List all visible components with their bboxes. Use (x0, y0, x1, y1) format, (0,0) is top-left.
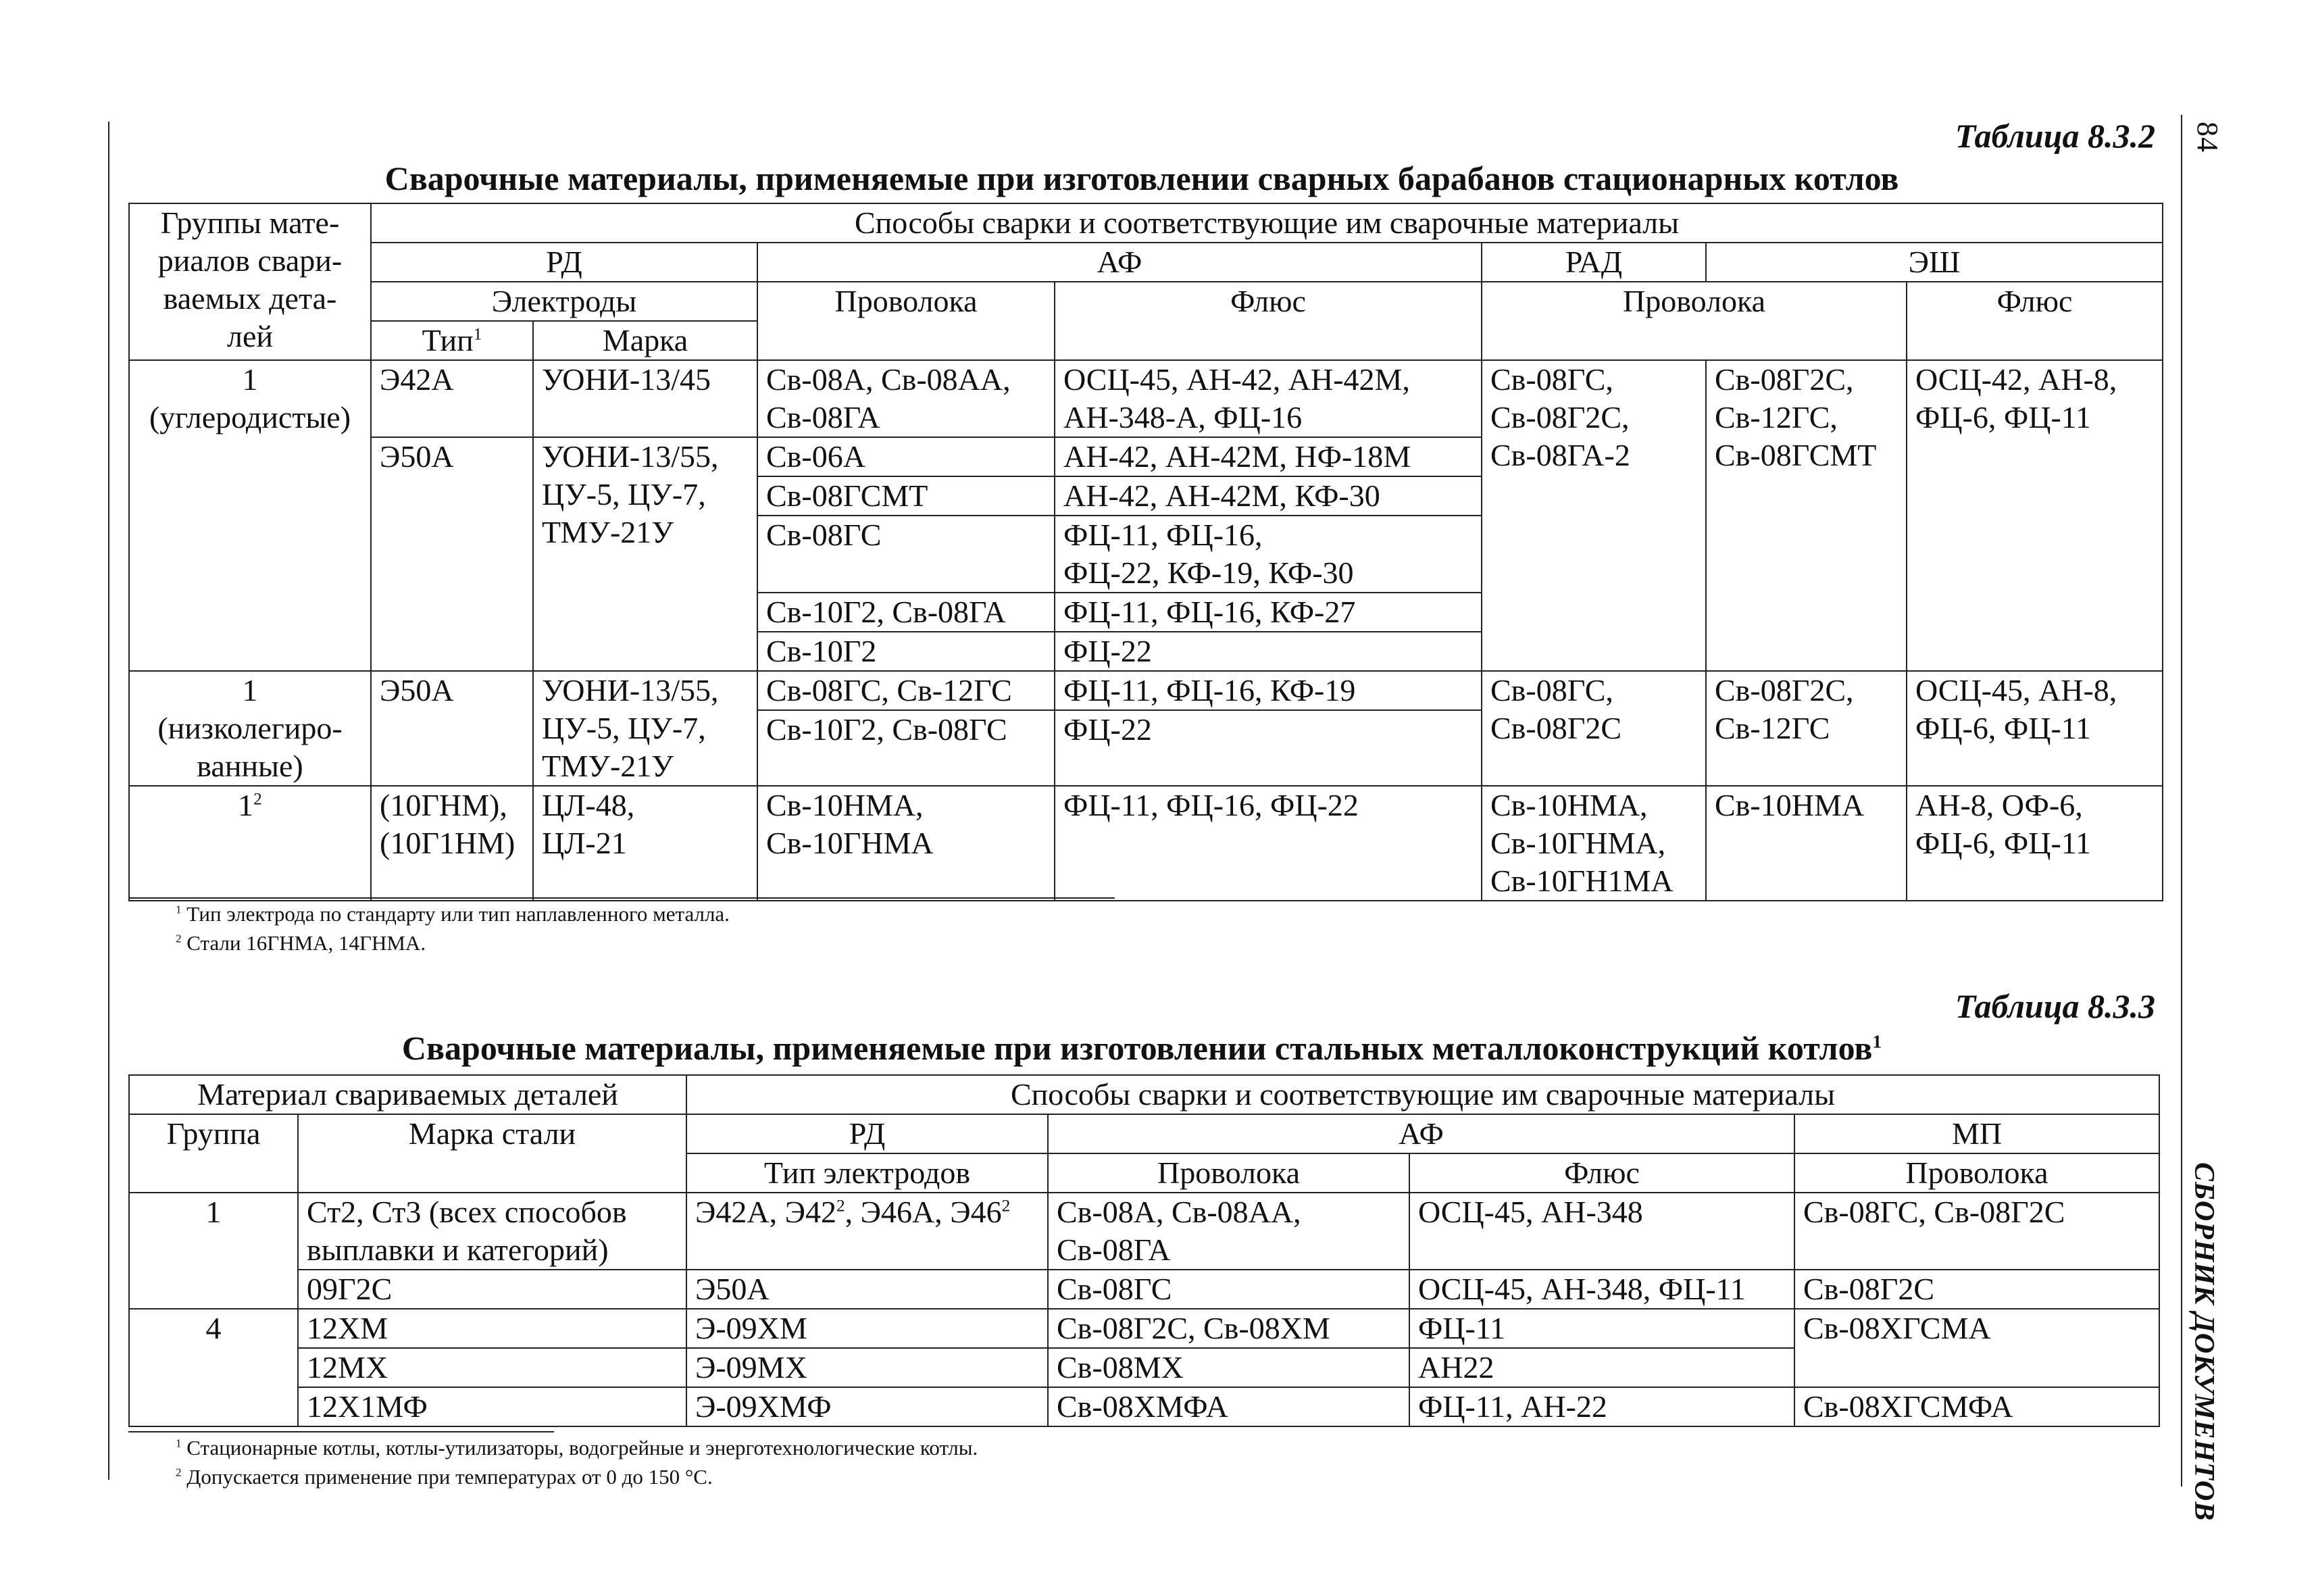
t2-header-flux-af: Флюс (1409, 1153, 1794, 1193)
t1-header-wire-af: Проволока (757, 282, 1055, 360)
t1-g2-esh-flux: ОСЦ-45, АН-8, ФЦ-6, ФЦ-11 (1907, 671, 2163, 786)
table2-footnote-2: $^2$ Допускается применение при температурах от 0 до 150 °С. (176, 1465, 713, 1489)
t2-header-electrode-type: Тип электродов (686, 1153, 1048, 1193)
t2-g4-r2-electrode: Э-09МХ (686, 1348, 1048, 1387)
t1-g1-r2-type: Э50А (371, 437, 533, 671)
t2-header-mp: МП (1794, 1114, 2159, 1153)
table2-footnote-rule (128, 1431, 554, 1432)
t1-g1-esh-flux: ОСЦ-42, АН-8, ФЦ-6, ФЦ-11 (1907, 360, 2163, 671)
t1-g2-r1-wire: Св-08ГС, Св-12ГС (757, 671, 1055, 710)
t2-g4-r2-steel: 12МХ (298, 1348, 686, 1387)
t1-g3-brand: ЦЛ-48, ЦЛ-21 (533, 786, 757, 901)
t2-g4-r2-wire: Св-08МХ (1048, 1348, 1409, 1387)
t1-g1-esh-wire: Св-08Г2С, Св-12ГС, Св-08ГСМТ (1706, 360, 1907, 671)
t2-g1-r2-wire: Св-08ГС (1048, 1270, 1409, 1309)
t1-g3-flux: ФЦ-11, ФЦ-16, ФЦ-22 (1055, 786, 1482, 901)
left-margin-line (108, 122, 109, 1480)
t1-g2-r2-wire: Св-10Г2, Св-08ГС (757, 710, 1055, 786)
t2-header-methods: Способы сварки и соответствующие им сварочные материалы (686, 1075, 2159, 1114)
t1-g3-type: (10ГНМ), (10Г1НМ) (371, 786, 533, 901)
t2-g4-r3-steel: 12Х1МФ (298, 1387, 686, 1426)
t1-header-af: АФ (757, 243, 1482, 282)
t1-g1-r4-flux: ФЦ-11, ФЦ-16, ФЦ-22, КФ-19, КФ-30 (1055, 516, 1482, 593)
t2-g4-r3-flux: ФЦ-11, АН-22 (1409, 1387, 1794, 1426)
t2-g1-r1-steel: Ст2, Ст3 (всех способов выплавки и категорий) (298, 1193, 686, 1270)
right-margin-line (2181, 115, 2182, 1487)
t2-g4-r1-steel: 12ХМ (298, 1309, 686, 1348)
page-number: 84 (2191, 122, 2224, 153)
t1-g2-r1-flux: ФЦ-11, ФЦ-16, КФ-19 (1055, 671, 1482, 710)
t1-g2-r2-flux: ФЦ-22 (1055, 710, 1482, 786)
t1-header-flux-esh: Флюс (1907, 282, 2163, 360)
t1-g1-rad-wire: Св-08ГС, Св-08Г2С, Св-08ГА-2 (1482, 360, 1706, 671)
t1-header-methods: Способы сварки и соответствующие им сварочные материалы (371, 203, 2163, 243)
t1-header-rad: РАД (1482, 243, 1706, 282)
table2-label: Таблица 8.3.3 (1955, 987, 2155, 1025)
t2-header-wire-mp: Проволока (1794, 1153, 2159, 1193)
t1-g2-rad-wire: Св-08ГС, Св-08Г2С (1482, 671, 1706, 786)
t1-g1-r2-wire: Св-06А (757, 437, 1055, 476)
table1-footnote-2: $^2$ Стали 16ГНМА, 14ГНМА. (176, 931, 426, 955)
t2-g4-r3-wire: Св-08ХМФА (1048, 1387, 1409, 1426)
table1-title: Сварочные материалы, применяемые при изготовлении сварных барабанов стационарных котлов (384, 159, 1899, 197)
t1-header-brand: Марка (533, 321, 757, 360)
t1-g1-r1-brand: УОНИ-13/45 (533, 360, 757, 437)
t1-g1-r3-flux: АН-42, АН-42М, КФ-30 (1055, 476, 1482, 516)
t1-g1-r2-brand: УОНИ-13/55, ЦУ-5, ЦУ-7, ТМУ-21У (533, 437, 757, 671)
t2-header-group: Группа (129, 1114, 298, 1193)
t1-g3-rad-wire: Св-10НМА, Св-10ГНМА, Св-10ГН1МА (1482, 786, 1706, 901)
table2 (128, 1074, 2160, 1427)
t1-header-type: Тип$^1$ (371, 321, 533, 360)
table1-footnote-rule (128, 897, 1115, 899)
t1-header-electrodes: Электроды (371, 282, 757, 321)
t2-g1-group: 1 (129, 1193, 298, 1309)
t1-g2-type: Э50А (371, 671, 533, 786)
t1-g1-r6-flux: ФЦ-22 (1055, 632, 1482, 671)
table1 (128, 203, 2163, 901)
table1-label: Таблица 8.3.2 (1955, 117, 2155, 155)
t1-g2-esh-wire: Св-08Г2С, Св-12ГС (1706, 671, 1907, 786)
t1-g3-wire: Св-10НМА, Св-10ГНМА (757, 786, 1055, 901)
t2-g4-r3-electrode: Э-09ХМФ (686, 1387, 1048, 1426)
t1-g1-r5-wire: Св-10Г2, Св-08ГА (757, 593, 1055, 632)
t2-g1-r1-electrode: Э42А, $Э42^2$, Э46А, $Э46^2$ (686, 1193, 1048, 1270)
t1-g1-r2-flux: АН-42, АН-42М, НФ-18М (1055, 437, 1482, 476)
table2-title: Сварочные материалы, применяемые при изготовлении стальных металлоконструкций котлов$^1$ (401, 1029, 1882, 1067)
t2-header-material: Материал свариваемых деталей (129, 1075, 686, 1114)
t2-g1-r2-flux: ОСЦ-45, АН-348, ФЦ-11 (1409, 1270, 1794, 1309)
t1-header-flux-af: Флюс (1055, 282, 1482, 360)
t2-g4-r1-electrode: Э-09ХМ (686, 1309, 1048, 1348)
t2-g4-r2-flux: АН22 (1409, 1348, 1794, 1387)
t2-header-wire-af: Проволока (1048, 1153, 1409, 1193)
t1-header-wire-rad-esh: Проволока (1482, 282, 1907, 360)
t1-header-esh: ЭШ (1706, 243, 2163, 282)
table1-footnote-1: $^1$ Тип электрода по стандарту или тип наплавленного металла. (176, 902, 730, 926)
side-collection-title: СБОРНИК ДОКУМЕНТОВ (2188, 1162, 2219, 1522)
t1-g1-r5-flux: ФЦ-11, ФЦ-16, КФ-27 (1055, 593, 1482, 632)
t1-g1-r1-flux: ОСЦ-45, АН-42, АН-42М, АН-348-А, ФЦ-16 (1055, 360, 1482, 437)
table2-footnote-1: $^1$ Стационарные котлы, котлы-утилизаторы, водогрейные и энерготехнологические котлы. (176, 1436, 978, 1460)
t2-g1-r2-steel: 09Г2С (298, 1270, 686, 1309)
t1-g1-r3-wire: Св-08ГСМТ (757, 476, 1055, 516)
t1-g2-brand: УОНИ-13/55, ЦУ-5, ЦУ-7, ТМУ-21У (533, 671, 757, 786)
t1-g2-group: 1 (низколегиро- ванные) (129, 671, 371, 786)
t1-g1-r4-wire: Св-08ГС (757, 516, 1055, 593)
t2-g4-group: 4 (129, 1309, 298, 1426)
t2-g4-r1-flux: ФЦ-11 (1409, 1309, 1794, 1348)
t2-header-af: АФ (1048, 1114, 1794, 1153)
t1-g3-esh-wire: Св-10НМА (1706, 786, 1907, 901)
t2-g1-r1-wire: Св-08А, Св-08АА, Св-08ГА (1048, 1193, 1409, 1270)
t1-g1-r6-wire: Св-10Г2 (757, 632, 1055, 671)
t1-g1-r1-type: Э42А (371, 360, 533, 437)
t2-g4-r12-mp: Св-08ХГСМА (1794, 1309, 2159, 1387)
t1-header-rd: РД (371, 243, 757, 282)
t2-g1-r2-mp: Св-08Г2С (1794, 1270, 2159, 1309)
t1-g1-group: 1 (углеродистые) (129, 360, 371, 671)
t2-g1-r1-mp: Св-08ГС, Св-08Г2С (1794, 1193, 2159, 1270)
t2-header-steel: Марка стали (298, 1114, 686, 1193)
t2-header-rd: РД (686, 1114, 1048, 1153)
t2-g4-r1-wire: Св-08Г2С, Св-08ХМ (1048, 1309, 1409, 1348)
t1-g3-esh-flux: АН-8, ОФ-6, ФЦ-6, ФЦ-11 (1907, 786, 2163, 901)
t2-g1-r2-electrode: Э50А (686, 1270, 1048, 1309)
t2-g4-r3-mp: Св-08ХГСМФА (1794, 1387, 2159, 1426)
t1-g3-group: $1^2$ (129, 786, 371, 901)
t1-g1-r1-wire: Св-08А, Св-08АА, Св-08ГА (757, 360, 1055, 437)
t2-g1-r1-flux: ОСЦ-45, АН-348 (1409, 1193, 1794, 1270)
t1-header-groups: Группы мате- риалов свари- ваемых дета- лей (129, 203, 371, 360)
